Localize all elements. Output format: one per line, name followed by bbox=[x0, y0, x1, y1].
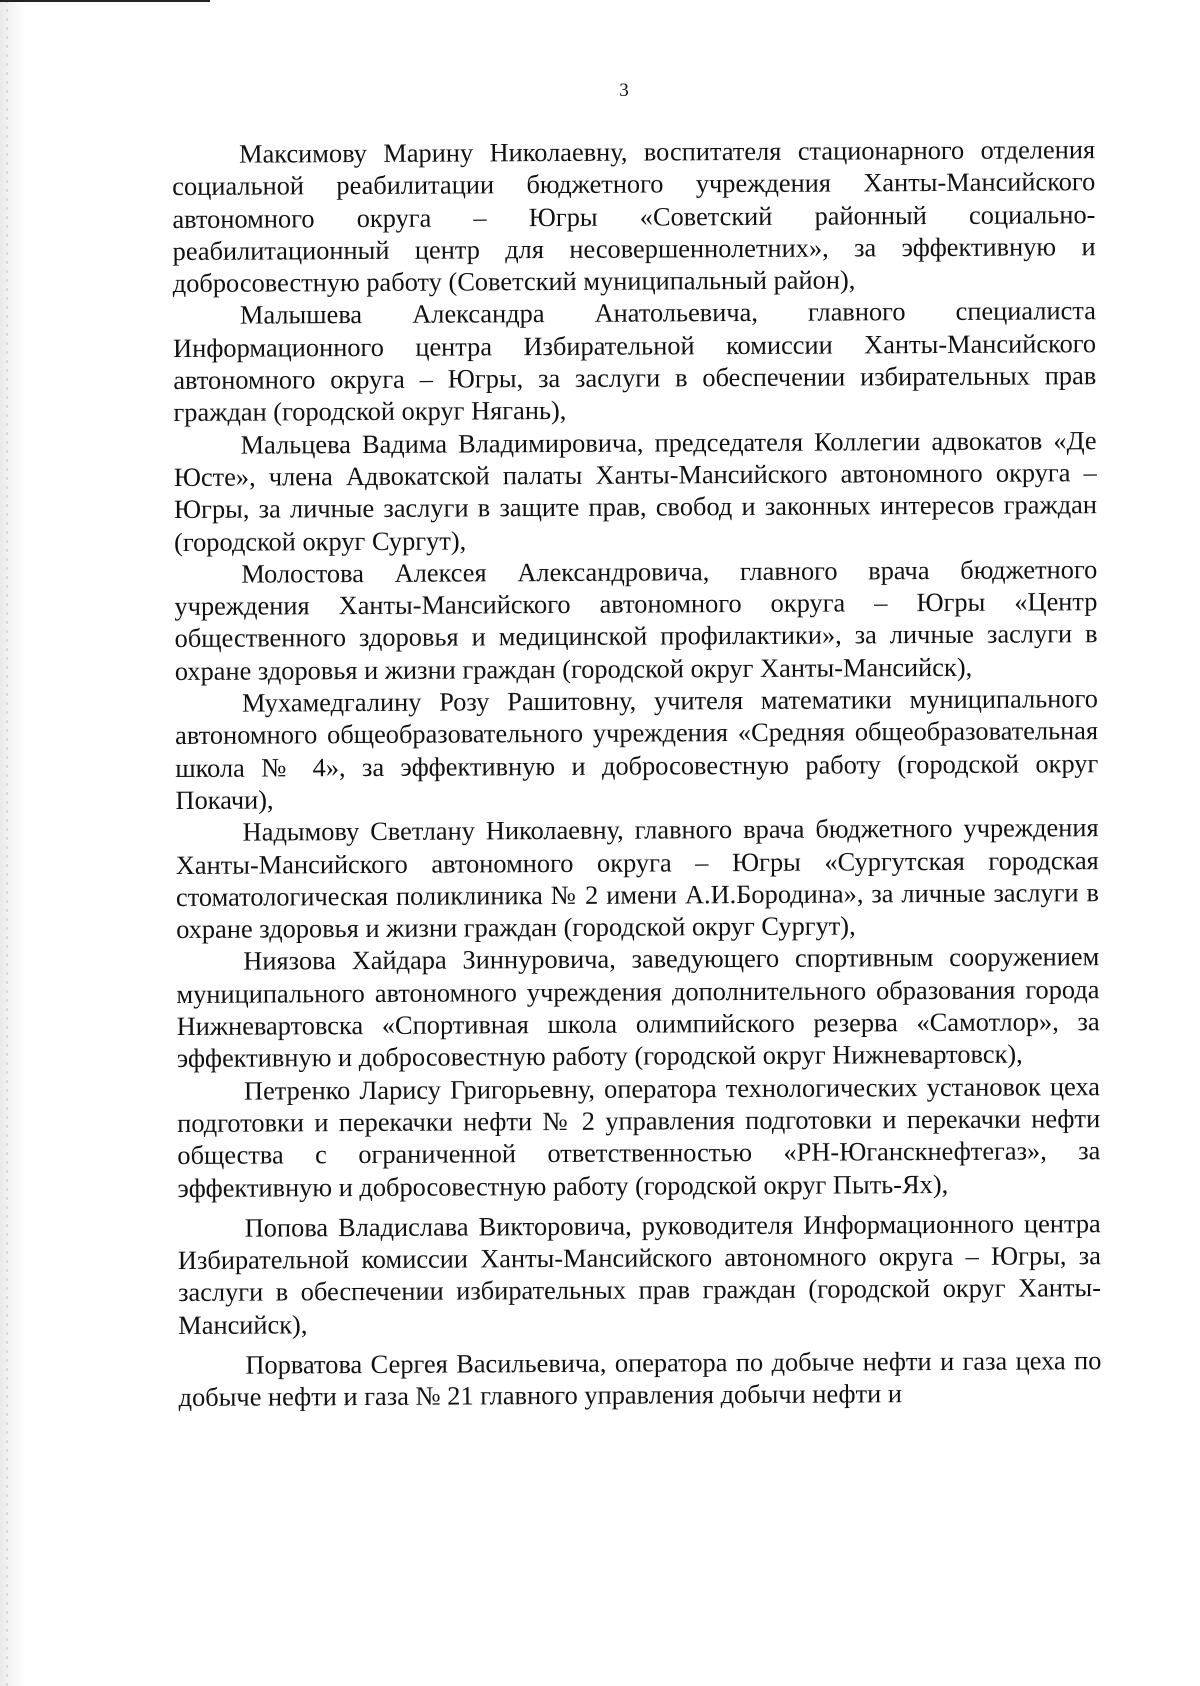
paragraph-molostov: Молостова Алексея Александровича, главного врача бюджетного учреждения Ханты-Мансийского автономного округа – Югры «Центр общественного здоровья и медицинской профилактики», за личные заслуги в охране здоровья и жизни граждан (городской округ Ханты-Мансийск), bbox=[174, 554, 1098, 686]
paragraph-maksimova: Максимову Марину Николаевну, воспитателя стационарного отделения социальной реабилитации бюджетного учреждения Ханты-Мансийского автономного округа – Югры «Советский районный социально-реабилитационный центр для несовершеннолетних», за эффективную и добросовестную работу (Советский муниципальный район), bbox=[172, 134, 1096, 299]
paragraph-niyazov: Ниязова Хайдара Зиннуровича, заведующего спортивным сооружением муниципального автономного учреждения дополнительного образования города Нижневартовска «Спортивная школа олимпийского резерва «Самотлор», за эффективную и добросовестную работу (городской округ Нижневартовск), bbox=[176, 941, 1100, 1074]
page-number: 3 bbox=[619, 80, 629, 101]
paragraph-porvatov: Порватова Сергея Васильевича, оператора по добыче нефти и газа цеха по добыче нефти и газа № 21 главного управления добычи нефти и bbox=[178, 1345, 1102, 1413]
paragraph-popov: Попова Владислава Викторовича, руководителя Информационного центра Избирательной комиссии Ханты-Мансийского автономного округа – Югры, за заслуги в обеспечении избирательных прав граждан (городской округ Ханты-Мансийск), bbox=[177, 1207, 1102, 1340]
paragraph-nadymova: Надымову Светлану Николаевну, главного врача бюджетного учреждения Ханты-Мансийского автономного округа – Югры «Сургутская городская стоматологическая поликлиника № 2 имени А.И.Бородина», за личные заслуги в охране здоровья и жизни граждан (городской округ Сургут), bbox=[175, 812, 1100, 945]
top-rule-line bbox=[0, 0, 210, 2]
paragraph-petrenko: Петренко Ларису Григорьевну, оператора технологических установок цеха подготовки и перекачки нефти № 2 управления подготовки и перекачки нефти общества с ограниченной ответственностью «РН-Юганскнефтегаз», за эффективную и добросовестную работу (городской округ Пыть-Ях), bbox=[177, 1070, 1101, 1203]
paragraph-mukhamedgalina: Мухамедгалину Розу Рашитовну, учителя математики муниципального автономного общеобразовательного учреждения «Средняя общеобразовательная школа № 4», за эффективную и добросовестную работу (городской округ Покачи), bbox=[175, 683, 1099, 815]
scan-edge-shadow bbox=[0, 0, 26, 1686]
document-body bbox=[172, 133, 1102, 1413]
paragraph-malyshev: Малышева Александра Анатольевича, главного специалиста Информационного центра Избирательной комиссии Ханты-Мансийского автономного округа – Югры, за заслуги в обеспечении избирательных прав граждан (городской округ Нягань), bbox=[173, 295, 1097, 428]
paragraph-maltsev: Мальцева Вадима Владимировича, председателя Коллегии адвокатов «Де Юсте», члена Адвокатской палаты Ханты-Мансийского автономного округа – Югры, за личные заслуги в защите прав, свобод и законных интересов граждан (городской округ Сургут), bbox=[173, 424, 1098, 557]
